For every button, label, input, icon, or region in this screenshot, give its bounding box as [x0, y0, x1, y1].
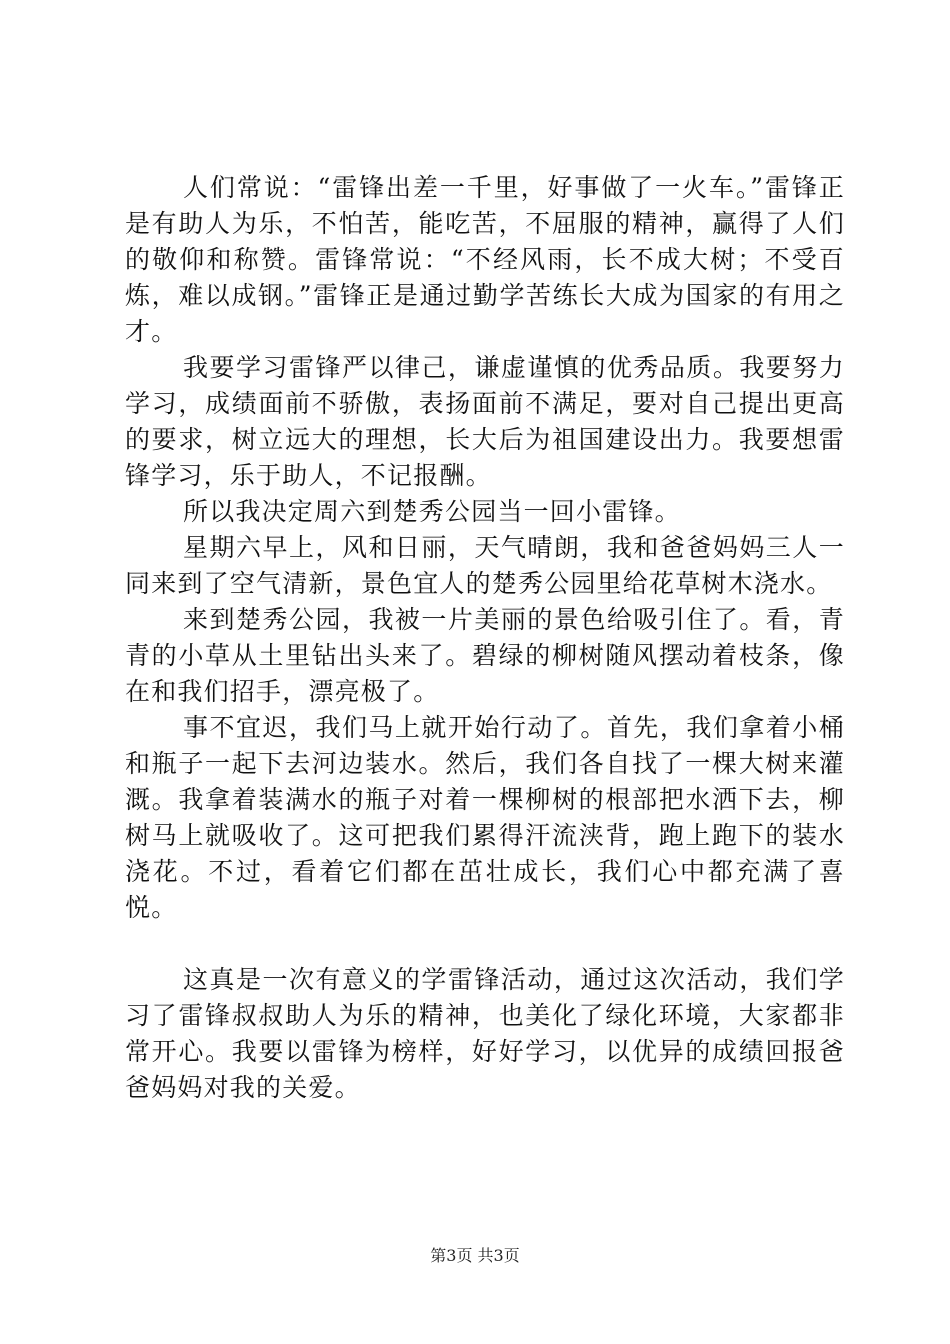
- paragraph-3: 所以我决定周六到楚秀公园当一回小雷锋。: [183, 497, 681, 526]
- paragraph-2: 我要学习雷锋严以律己，谦虚谨慎的优秀品质。我要努力学习，成绩面前不骄傲，表扬面前不满足，要对自己提出更高的要求，树立远大的理想，长大后为祖国建设出力。我要想雷锋学习，乐于助人，不记报酬。: [125, 353, 845, 490]
- paragraph-7: 这真是一次有意义的学雷锋活动，通过这次活动，我们学习了雷锋叔叔助人为乐的精神，也美化了绿化环境，大家都非常开心。我要以雷锋为榜样，好好学习，以优异的成绩回报爸爸妈妈对我的关爱。: [125, 965, 845, 1102]
- page-number-footer: 第3页 共3页: [430, 1246, 520, 1265]
- document-body: [125, 170, 845, 1106]
- paragraph-4: 星期六早上，风和日丽，天气晴朗，我和爸爸妈妈三人一同来到了空气清新，景色宜人的楚秀公园里给花草树木浇水。: [125, 533, 845, 598]
- paragraph-6: 事不宜迟，我们马上就开始行动了。首先，我们拿着小桶和瓶子一起下去河边装水。然后，我们各自找了一棵大树来灌溉。我拿着装满水的瓶子对着一棵柳树的根部把水洒下去，柳树马上就吸收了。这可把我们累得汗流浃背，跑上跑下的装水浇花。不过，看着它们都在茁壮成长，我们心中都充满了喜悦。: [125, 713, 845, 922]
- paragraph-1: 人们常说：“雷锋出差一千里，好事做了一火车。”雷锋正是有助人为乐，不怕苦，能吃苦，不屈服的精神，赢得了人们的敬仰和称赞。雷锋常说：“不经风雨，长不成大树；不受百炼，难以成钢。”雷锋正是通过勤学苦练长大成为国家的有用之才。: [125, 173, 845, 346]
- paragraph-5: 来到楚秀公园，我被一片美丽的景色给吸引住了。看，青青的小草从土里钻出头来了。碧绿的柳树随风摆动着枝条，像在和我们招手，漂亮极了。: [125, 605, 845, 706]
- paragraph-gap: [125, 926, 845, 962]
